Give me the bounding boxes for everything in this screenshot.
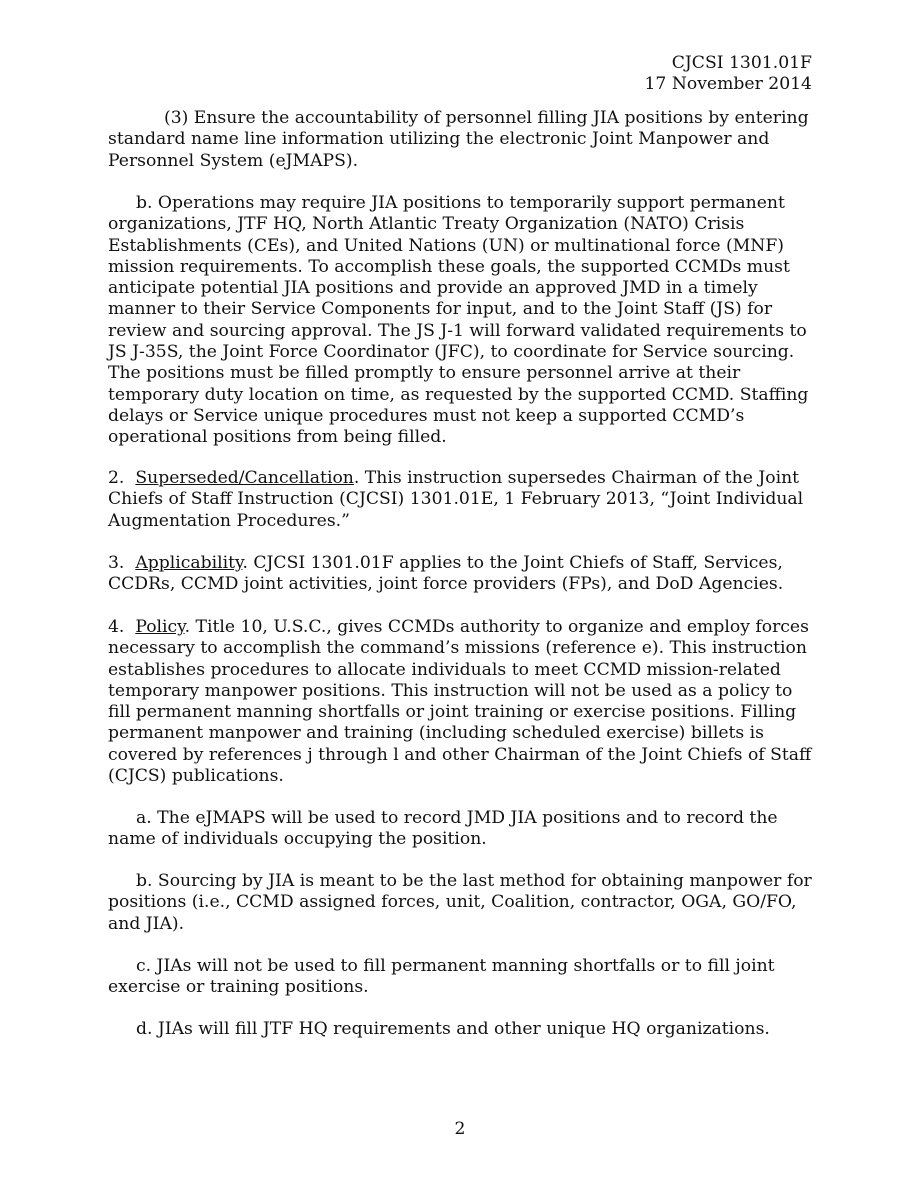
document-date: 17 November 2014 <box>644 74 812 95</box>
page-number: 2 <box>454 1119 466 1139</box>
section-4-number: 4. <box>108 617 125 637</box>
paragraph-4a-ejmaps: a. The eJMAPS will be used to record JMD JIA positions and to record the name of individuals occupying the position. <box>108 808 778 850</box>
section-4-text: . Title 10, U.S.C., gives CCMDs authority to organize and employ forces necessary to accomplish the command’s missions (reference e). This instruction establishes procedures to allocate individuals to meet CCMD mission-related temporary manpower positions. This instruction will not be used as a policy to fill permanent manning shortfalls or joint training or exercise positions. Filling permanent manpower and training (including scheduled exercise) billets is covered by references j through l and other Chairman of the Joint Chiefs of Staff (CJCS) publications. <box>108 617 812 787</box>
section-3-title: Applicability <box>135 553 243 573</box>
paragraph-4d-jtf: d. JIAs will fill JTF HQ requirements and other unique HQ organizations. <box>136 1019 770 1039</box>
document-id: CJCSI 1301.01F <box>671 53 812 73</box>
section-2-superseded <box>108 468 820 532</box>
section-2-title: Superseded/Cancellation <box>135 468 354 488</box>
section-3-text: . CJCSI 1301.01F applies to the Joint Chiefs of Staff, Services, CCDRs, CCMD joint activities, joint force providers (FPs), and DoD Agencies. <box>108 553 784 595</box>
paragraph-b-operations: b. Operations may require JIA positions to temporarily support permanent organizations, JTF HQ, North Atlantic Treaty Organization (NATO) Crisis Establishments (CEs), and United Nations (UN) or multinational force (MNF) mission requirements. To accomplish these goals, the supported CCMDs must anticipate potential JIA positions and provide an approved JMD in a timely manner to their Service Components for input, and to the Joint Staff (JS) for review and sourcing approval. The JS J-1 will forward validated requirements to JS J-35S, the Joint Force Coordinator (JFC), to coordinate for Service sourcing. The positions must be filled promptly to ensure personnel arrive at their temporary duty location on time, as requested by the supported CCMD. Staffing delays or Service unique procedures must not keep a supported CCMD’s operational positions from being filled. <box>108 193 809 448</box>
section-4-title: Policy <box>135 617 185 637</box>
section-2-number: 2. <box>108 468 125 488</box>
paragraph-3-accountability: (3) Ensure the accountability of personnel filling JIA positions by entering standard name line information utilizing the electronic Joint Manpower and Personnel System (eJMAPS). <box>108 108 809 171</box>
document-header <box>645 53 813 96</box>
section-2-text: . This instruction supersedes Chairman of the Joint Chiefs of Staff Instruction (CJCSI) 1301.01E, 1 February 2013, “Joint Individual Augmentation Procedures.” <box>108 468 804 531</box>
section-3-applicability <box>108 553 820 596</box>
paragraph-4b-sourcing: b. Sourcing by JIA is meant to be the last method for obtaining manpower for positions (i.e., CCMD assigned forces, unit, Coalition, contractor, OGA, GO/FO, and JIA). <box>108 871 812 934</box>
paragraph-4c-jias: c. JIAs will not be used to fill permanent manning shortfalls or to fill joint exercise or training positions. <box>108 956 775 998</box>
section-3-number: 3. <box>108 553 125 573</box>
section-4-policy <box>108 617 820 787</box>
